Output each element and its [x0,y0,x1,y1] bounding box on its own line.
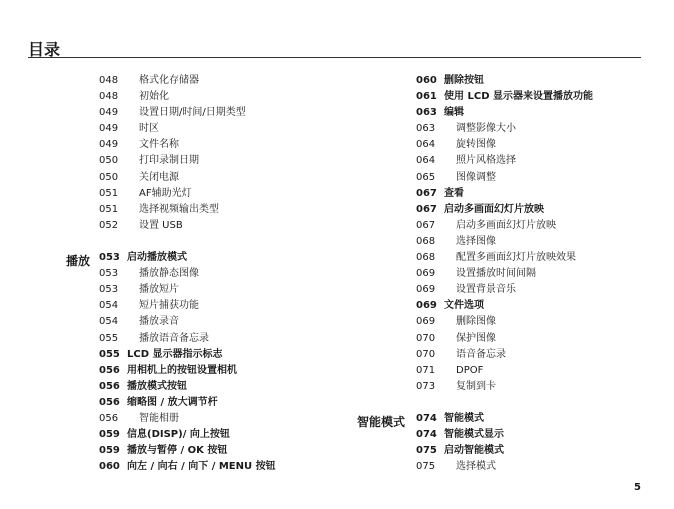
toc-entry-label: 格式化存储器 [139,75,199,86]
toc-page-number: 059 [99,429,120,441]
toc-page-number: 056 [99,396,120,408]
toc-entry-label: 配置多画面幻灯片放映效果 [456,252,576,264]
toc-entry-label: AF辅助光灯 [139,187,192,199]
toc-entry[interactable] [416,89,638,105]
toc-page-number: 070 [416,332,436,344]
toc-page-number: 049 [99,107,119,119]
toc-entry-label: 删除按钮 [444,75,484,86]
toc-page-number: 067 [416,219,436,231]
toc-entry-label: 时区 [139,123,159,135]
toc-page-number: 065 [416,171,436,183]
toc-entry-label: LCD 显示器指示标志 [127,348,223,360]
toc-entry[interactable] [416,298,638,314]
toc-entry[interactable] [416,105,638,121]
toc-page-number: 051 [99,187,119,199]
toc-entry[interactable] [99,282,329,298]
section-label-smart-mode: 智能模式 [357,415,406,429]
toc-entry[interactable] [99,153,329,169]
toc-entry-label: 选择模式 [456,461,496,473]
toc-entry-label: 启动多画面幻灯片放映 [444,203,544,215]
toc-entry[interactable] [99,89,329,105]
page-number: 5 [634,482,641,493]
toc-page-number: 056 [99,364,120,376]
toc-entry[interactable] [99,314,329,330]
toc-entry[interactable] [99,379,329,395]
toc-entry[interactable] [416,266,638,282]
toc-entry[interactable] [416,379,638,395]
toc-spacer [416,395,638,411]
toc-entry[interactable] [416,202,638,218]
toc-column-left [99,73,329,475]
toc-entry[interactable] [416,282,638,298]
toc-entry[interactable] [416,347,638,363]
toc-page-number: 050 [99,171,119,183]
toc-entry[interactable] [416,234,638,250]
toc-entry-label: 编辑 [444,107,464,119]
toc-page-number: 056 [99,412,119,424]
toc-entry-label: 图像调整 [456,171,496,183]
toc-page-number: 067 [416,187,437,199]
toc-entry[interactable] [416,459,638,475]
toc-entry-label: 播放与暂停 / OK 按钮 [127,445,228,457]
toc-entry-label: 启动多画面幻灯片放映 [456,219,556,231]
toc-page-number: 048 [99,75,119,86]
toc-entry[interactable] [416,411,638,427]
toc-page-number: 061 [416,91,437,103]
toc-entry-label: 设置日期/时间/日期类型 [139,107,246,119]
toc-entry[interactable] [99,395,329,411]
toc-entry-label: 旋转图像 [456,139,496,151]
toc-column-right [416,73,638,475]
toc-page-number: 052 [99,219,119,231]
toc-page-number: 064 [416,155,436,167]
toc-page-number: 064 [416,139,436,151]
toc-entry-label: 关闭电源 [139,171,179,183]
toc-page-number: 060 [416,75,437,86]
toc-page-number: 055 [99,332,119,344]
toc-spacer [99,234,329,250]
toc-entry-label: 语音备忘录 [456,348,506,360]
toc-entry-label: 使用 LCD 显示器来设置播放功能 [444,91,593,103]
toc-page-number: 074 [416,429,437,441]
toc-entry[interactable] [416,363,638,379]
toc-entry[interactable] [416,443,638,459]
toc-page-number: 054 [99,316,119,328]
toc-entry[interactable] [416,427,638,443]
toc-page-number: 069 [416,300,437,312]
toc-entry-label: 播放录音 [139,316,179,328]
toc-entry[interactable] [99,202,329,218]
toc-entry[interactable] [416,250,638,266]
toc-page-number: 071 [416,364,436,376]
toc-entry[interactable] [416,218,638,234]
toc-entry-label: 选择视频输出类型 [139,203,219,215]
toc-page-number: 053 [99,268,119,280]
toc-entry[interactable] [99,347,329,363]
toc-page-number: 073 [416,380,436,392]
toc-page-number: 069 [416,284,436,296]
toc-entry-label: 打印录制日期 [139,155,199,167]
toc-page-number: 075 [416,461,436,473]
toc-entry[interactable] [99,298,329,314]
toc-page-number: 053 [99,252,120,264]
toc-entry[interactable] [99,105,329,121]
toc-entry[interactable] [416,314,638,330]
toc-page-number: 048 [99,91,119,103]
toc-page-number: 074 [416,412,437,424]
toc-entry-label: 照片风格选择 [456,155,516,167]
toc-entry-label: 文件名称 [139,139,179,151]
toc-entry-label: 短片捕获功能 [139,300,199,312]
toc-page-number: 051 [99,203,119,215]
toc-entry[interactable] [99,73,329,89]
toc-entry-label: 信息(DISP)/ 向上按钮 [127,429,230,441]
toc-entry[interactable] [99,427,329,443]
toc-entry[interactable] [99,218,329,234]
toc-entry[interactable] [99,121,329,137]
toc-entry-label: 删除图像 [456,316,496,328]
toc-entry[interactable] [99,411,329,427]
toc-entry[interactable] [99,459,329,475]
toc-entry-label: 播放模式按钮 [127,380,187,392]
toc-entry-label: 保护图像 [456,332,496,344]
toc-entry-label: 播放静态图像 [139,268,199,280]
toc-page-number: 056 [99,380,120,392]
toc-page-number: 053 [99,284,119,296]
toc-entry[interactable] [99,170,329,186]
toc-page-number: 063 [416,107,437,119]
toc-page-number: 070 [416,348,436,360]
toc-page-number: 055 [99,348,120,360]
toc-entry[interactable] [416,331,638,347]
toc-page-number: 050 [99,155,119,167]
toc-entry-label: 设置 USB [139,219,183,231]
toc-entry[interactable] [99,443,329,459]
toc-page-number: 059 [99,445,120,457]
toc-entry-label: 智能模式显示 [444,429,504,441]
toc-entry[interactable] [99,250,329,266]
toc-page-number: 049 [99,139,119,151]
toc-entry-label: 播放短片 [139,284,179,296]
toc-entry[interactable] [99,331,329,347]
toc-entry-label: 启动播放模式 [127,252,187,264]
toc-entry[interactable] [416,137,638,153]
toc-entry[interactable] [99,266,329,282]
toc-entry-label: 设置背景音乐 [456,284,516,296]
toc-entry-label: 文件选项 [444,300,484,312]
toc-entry-label: 智能模式 [444,412,484,424]
toc-entry-label: 播放语音备忘录 [139,332,209,344]
toc-entry-label: 智能相册 [139,412,179,424]
toc-page-number: 054 [99,300,119,312]
toc-page-number: 063 [416,123,436,135]
toc-page-number: 068 [416,252,436,264]
toc-entry[interactable] [99,186,329,202]
toc-entry-label: 向左 / 向右 / 向下 / MENU 按钮 [127,461,276,473]
toc-entry[interactable] [416,121,638,137]
toc-entry-label: 启动智能模式 [444,445,504,457]
toc-page-number: 075 [416,445,437,457]
section-label-playback: 播放 [66,254,91,268]
toc-entry[interactable] [416,153,638,169]
page-title: 目录 [28,40,61,59]
toc-entry[interactable] [99,363,329,379]
toc-entry[interactable] [99,137,329,153]
toc-entry-label: 用相机上的按钮设置相机 [127,364,237,376]
title-divider [28,57,641,58]
toc-page-number: 060 [99,461,120,473]
toc-entry[interactable] [416,186,638,202]
toc-page-number: 067 [416,203,437,215]
toc-page-number: 068 [416,235,436,247]
toc-entry-label: 缩略图 / 放大调节杆 [127,396,218,408]
toc-entry-label: 复制到卡 [456,380,496,392]
toc-page-number: 069 [416,316,436,328]
toc-page-number: 069 [416,268,436,280]
toc-entry[interactable] [416,170,638,186]
toc-entry[interactable] [416,73,638,89]
toc-entry-label: 调整影像大小 [456,123,516,135]
toc-entry-label: DPOF [456,364,484,376]
toc-entry-label: 初始化 [139,91,169,103]
toc-page-number: 049 [99,123,119,135]
toc-entry-label: 查看 [444,187,464,199]
toc-entry-label: 选择图像 [456,235,496,247]
toc-entry-label: 设置播放时间间隔 [456,268,536,280]
